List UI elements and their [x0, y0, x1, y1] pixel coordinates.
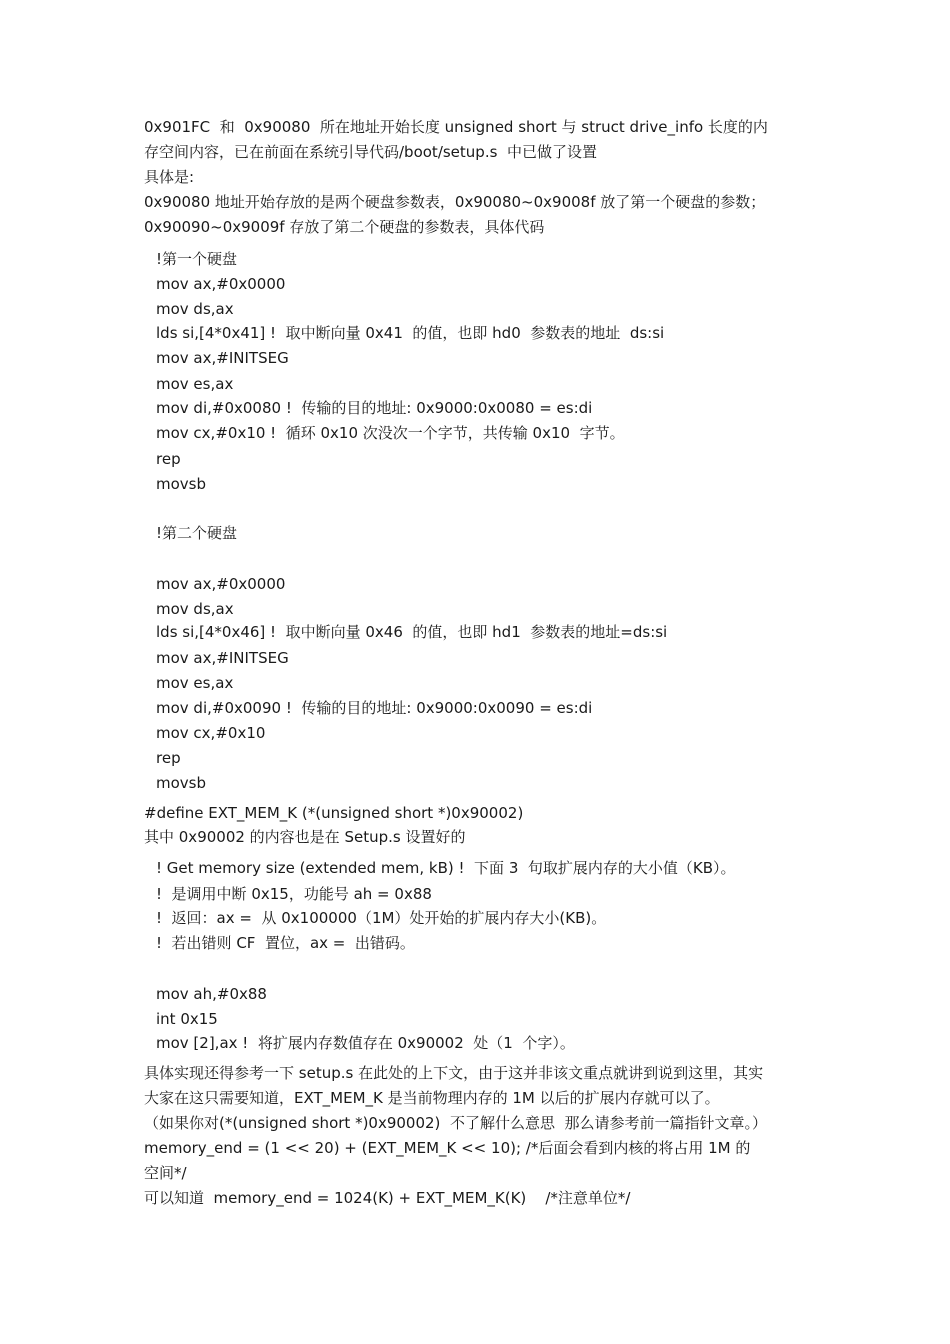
- intro-line-2: 存空间内容，已在前面在系统引导代码/boot/setup.s 中已做了设置: [144, 143, 597, 161]
- code-line: mov di,#0x0090 ! 传输的目的地址: 0x9000:0x0090 = es:di: [156, 699, 593, 717]
- code-line: mov ax,#0x0000: [156, 275, 286, 293]
- code-line: mov di,#0x0080 ! 传输的目的地址: 0x9000:0x0080 = es:di: [156, 399, 593, 417]
- outro-line-5: 空间*/: [144, 1164, 187, 1182]
- code-line: lds si,[4*0x46] ! 取中断向量 0x46 的值，也即 hd1 参数表的地址=ds:si: [156, 623, 668, 641]
- outro-line-1: 具体实现还得参考一下 setup.s 在此处的上下文，由于这并非该文重点就讲到说到这里，其实: [144, 1064, 764, 1082]
- code-line: rep: [156, 450, 181, 468]
- code-line: lds si,[4*0x41] ! 取中断向量 0x41 的值，也即 hd0 参数表的地址 ds:si: [156, 324, 665, 342]
- code-hd1-comment: !第二个硬盘: [156, 524, 238, 542]
- code-line: mov ax,#INITSEG: [156, 649, 289, 667]
- code-line: rep: [156, 749, 181, 767]
- code-line: mov ds,ax: [156, 300, 234, 318]
- code-line: mov ax,#INITSEG: [156, 349, 289, 367]
- mem-comment-line: ! 返回：ax = 从 0x100000（1M）处开始的扩展内存大小(KB)。: [156, 909, 607, 927]
- code-line: mov ds,ax: [156, 600, 234, 618]
- code-line: mov es,ax: [156, 375, 234, 393]
- setup-note: 其中 0x90002 的内容也是在 Setup.s 设置好的: [144, 828, 466, 846]
- mem-comment-line: ! Get memory size (extended mem, kB) ! 下面 3 句取扩展内存的大小值（KB）。: [156, 859, 736, 877]
- code-hd0-comment: !第一个硬盘: [156, 250, 238, 268]
- intro-line-1: 0x901FC 和 0x90080 所在地址开始长度 unsigned short 与 struct drive_info 长度的内: [144, 118, 768, 136]
- code-line: mov ax,#0x0000: [156, 575, 286, 593]
- code-line: movsb: [156, 475, 207, 493]
- outro-line-4: memory_end = (1 << 20) + (EXT_MEM_K << 10); /*后面会看到内核的将占用 1M 的: [144, 1139, 751, 1157]
- define-line: #define EXT_MEM_K (*(unsigned short *)0x90002): [144, 804, 524, 822]
- code-line: mov [2],ax ! 将扩展内存数值存在 0x90002 处（1 个字）。: [156, 1034, 575, 1052]
- code-line: mov es,ax: [156, 674, 234, 692]
- intro-line-4: 0x90080 地址开始存放的是两个硬盘参数表，0x90080~0x9008f 放了第一个硬盘的参数；: [144, 193, 766, 211]
- code-line: mov cx,#0x10: [156, 724, 266, 742]
- code-line: int 0x15: [156, 1010, 218, 1028]
- outro-line-3: （如果你对(*(unsigned short *)0x90002) 不了解什么意思 那么请参考前一篇指针文章。）: [144, 1114, 767, 1132]
- outro-line-2: 大家在这只需要知道，EXT_MEM_K 是当前物理内存的 1M 以后的扩展内存就可以了。: [144, 1089, 720, 1107]
- code-line: mov ah,#0x88: [156, 985, 267, 1003]
- code-line: movsb: [156, 774, 207, 792]
- mem-comment-line: ! 是调用中断 0x15，功能号 ah = 0x88: [156, 885, 432, 903]
- intro-line-5: 0x90090~0x9009f 存放了第二个硬盘的参数表，具体代码: [144, 218, 545, 236]
- mem-comment-line: ! 若出错则 CF 置位，ax = 出错码。: [156, 934, 415, 952]
- code-line: mov cx,#0x10 ! 循环 0x10 次没次一个字节，共传输 0x10 字节。: [156, 424, 625, 442]
- intro-line-3: 具体是:: [144, 168, 195, 186]
- outro-line-6: 可以知道 memory_end = 1024(K) + EXT_MEM_K(K) /*注意单位*/: [144, 1189, 631, 1207]
